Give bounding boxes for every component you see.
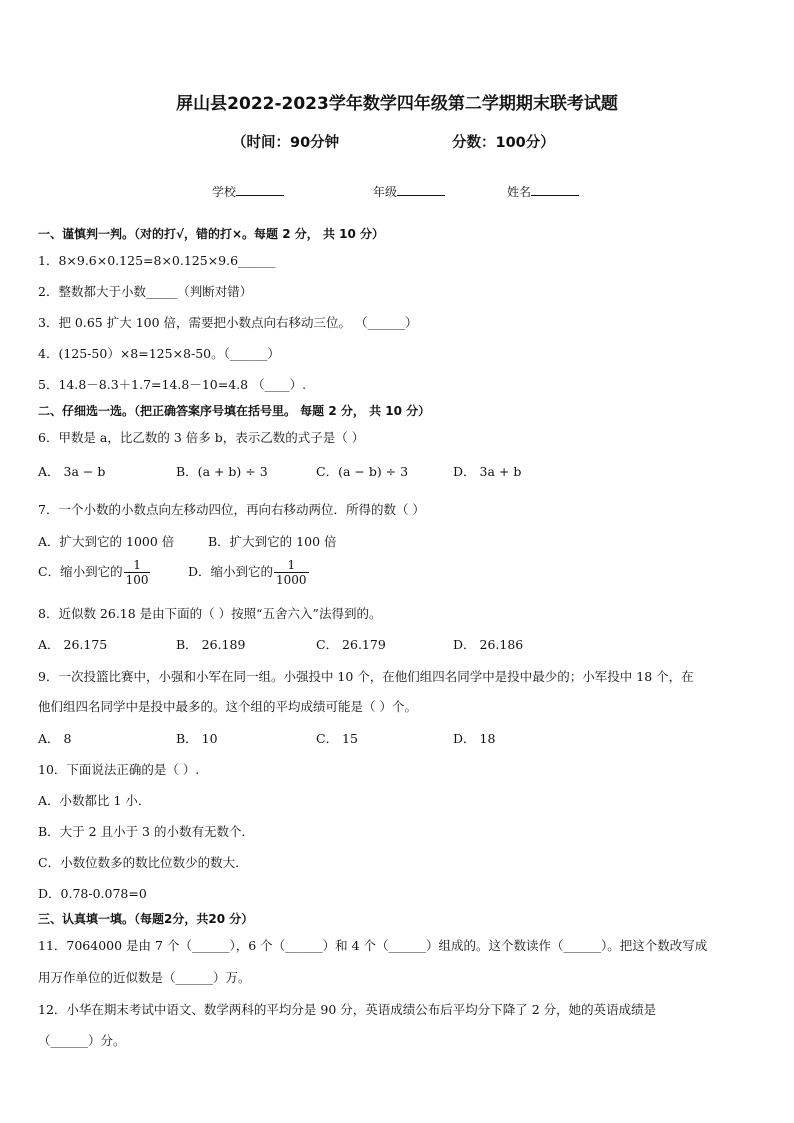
question-9-line-1: 9．一次投篮比赛中，小强和小军在同一组。小强投中 10 个，在他们组四名同学中是投中最少的；小军投中 18 个，在 [38,669,694,684]
question-11-line-2: 用万作单位的近似数是（______）万。 [38,970,251,985]
section-2-heading: 二、仔细选一选。（把正确答案序号填在括号里。 每题 2 分， 共 10 分） [38,404,431,418]
grade-blank[interactable] [397,183,445,196]
question-10-option-c[interactable]: C．小数位数多的数比位数少的数大． [38,855,248,870]
question-9-option-c[interactable]: C． 15 [316,731,358,746]
question-8-option-d[interactable]: D． 26.186 [453,637,524,652]
question-7-option-c[interactable] [38,558,150,587]
school-blank[interactable] [236,183,284,196]
question-6-option-b[interactable]: B．(a + b) ÷ 3 [176,464,268,479]
question-5: 5．14.8－8.3＋1.7=14.8－10=4.8 （____）. [38,377,307,392]
question-10-option-a[interactable]: A．小数都比 1 小． [38,793,151,808]
question-6-option-a[interactable]: A． 3a − b [38,464,106,479]
question-7-option-d-label: D．缩小到它的 [188,564,274,579]
question-10-option-d[interactable]: D．0.78-0.078=0 [38,886,147,901]
exam-time: （时间：90分钟 [232,135,340,151]
question-12-line-2: （______）分。 [38,1033,126,1048]
question-7-option-b[interactable]: B．扩大到它的 100 倍 [208,534,337,549]
question-9-line-2: 他们组四名同学中是投中最多的。这个组的平均成绩可能是（ ）个。 [38,699,417,714]
question-9-option-a[interactable]: A． 8 [38,731,72,746]
fraction-one-hundredth [124,558,151,587]
page-title: 屏山县2022-2023学年数学四年级第二学期期末联考试题 [176,94,618,114]
question-9-option-d[interactable]: D． 18 [453,731,496,746]
question-2: 2．整数都大于小数_____（判断对错） [38,284,253,299]
school-field[interactable] [212,183,284,200]
question-9-option-b[interactable]: B． 10 [176,731,218,746]
question-10: 10．下面说法正确的是（ ）. [38,762,200,777]
question-6-option-c[interactable]: C．(a − b) ÷ 3 [316,464,409,479]
fraction-one-thousandth [274,558,309,587]
question-8-option-b[interactable]: B． 26.189 [176,637,246,652]
question-7: 7．一个小数的小数点向左移动四位，再向右移动两位．所得的数（ ） [38,502,425,517]
question-6-option-d[interactable]: D． 3a + b [453,464,522,479]
question-7-option-a[interactable]: A．扩大到它的 1000 倍 [38,534,175,549]
question-11-line-1: 11．7064000 是由 7 个（______），6 个（______）和 4 个（______）组成的。这个数读作（______）。把这个数改写成 [38,938,708,953]
name-label: 姓名 [507,185,532,199]
school-label: 学校 [212,185,237,199]
section-3-heading: 三、认真填一填。（每题2分，共20 分） [38,912,254,926]
question-10-option-b[interactable]: B．大于 2 且小于 3 的小数有无数个． [38,824,254,839]
question-4: 4．(125-50）×8=125×8-50。（______） [38,346,280,361]
question-7-option-d[interactable] [188,558,309,587]
question-8-option-c[interactable]: C． 26.179 [316,637,386,652]
question-6: 6．甲数是 a，比乙数的 3 倍多 b，表示乙数的式子是（ ） [38,430,365,445]
grade-field[interactable] [373,183,445,200]
grade-label: 年级 [373,185,398,199]
fraction-denominator: 1000 [276,573,307,587]
question-1: 1．8×9.6×0.125=8×0.125×9.6______ [38,253,276,268]
section-1-heading: 一、谨慎判一判。（对的打√，错的打×。每题 2 分， 共 10 分） [38,227,384,241]
question-7-option-c-label: C．缩小到它的 [38,564,123,579]
question-12-line-1: 12．小华在期末考试中语文、数学两科的平均分是 90 分，英语成绩公布后平均分下降了 2 分，她的英语成绩是 [38,1002,657,1017]
name-field[interactable] [507,183,579,200]
exam-score: 分数：100分） [452,135,555,151]
fraction-numerator: 1 [287,558,296,572]
fraction-numerator: 1 [133,558,141,572]
fraction-denominator: 100 [125,573,149,587]
question-3: 3．把 0.65 扩大 100 倍，需要把小数点向右移动三位。 （______） [38,315,418,330]
name-blank[interactable] [531,183,579,196]
question-8-option-a[interactable]: A． 26.175 [38,637,108,652]
question-8: 8．近似数 26.18 是由下面的（ ）按照“五舍六入”法得到的。 [38,606,382,621]
